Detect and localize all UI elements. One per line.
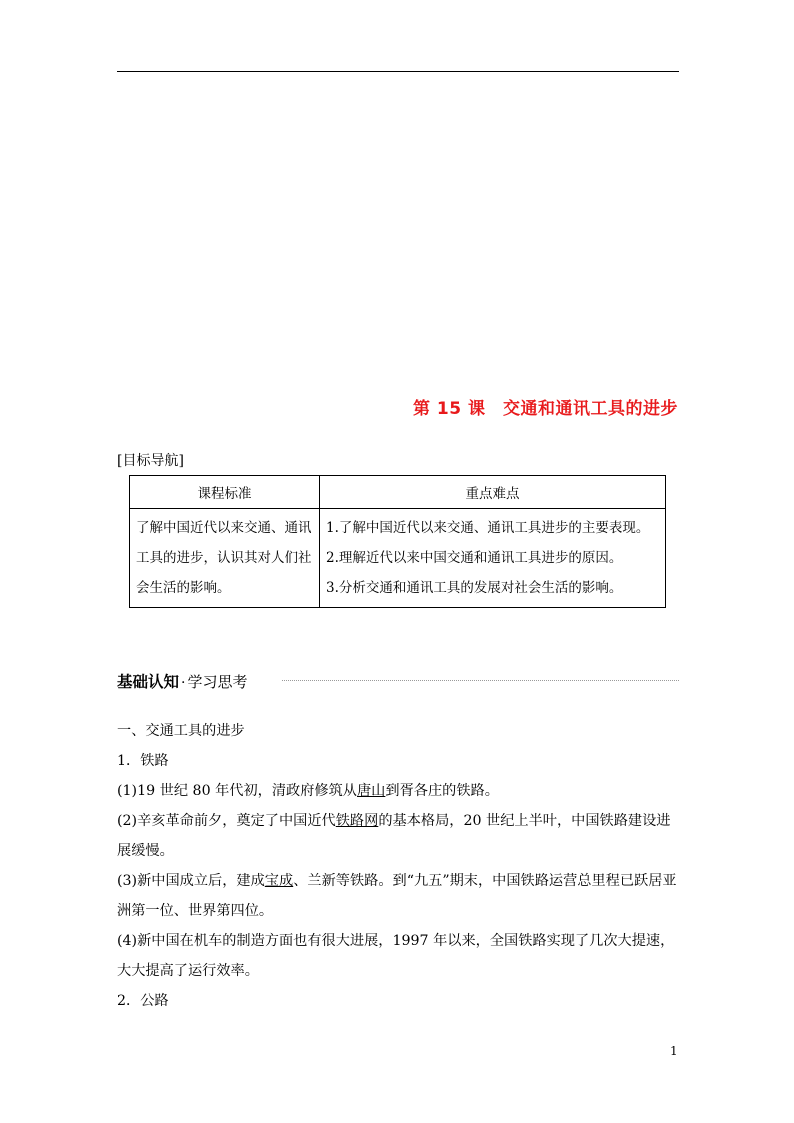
railway-item-3: (3)新中国成立后，建成宝成、兰新等铁路。到“九五”期末，中国铁路运营总里程已跃居亚洲第一位、世界第四位。 bbox=[117, 873, 677, 919]
section1-title: 一、交通工具的进步 bbox=[117, 723, 245, 739]
railway-item-2: (2)辛亥革命前夕，奠定了中国近代铁路网的基本格局，20 世纪上半叶，中国铁路建设进展缓慢。 bbox=[117, 813, 671, 859]
goals-table bbox=[129, 475, 666, 608]
section-header-normal: 学习思考 bbox=[187, 673, 248, 691]
table-row bbox=[130, 509, 666, 608]
header-curriculum-standard: 课程标准 bbox=[130, 476, 320, 509]
railway-item-4: (4)新中国在机车的制造方面也有很大进展，1997 年以来，全国铁路实现了几次大提速，大大提高了运行效率。 bbox=[117, 933, 675, 979]
section-header bbox=[117, 670, 679, 692]
section-header-dot: · bbox=[181, 675, 186, 691]
target-navigation-label: [目标导航] bbox=[117, 453, 184, 469]
header-key-points: 重点难点 bbox=[320, 476, 666, 509]
railway-title: 1．铁路 bbox=[117, 753, 169, 769]
section-header-dotted-line bbox=[282, 680, 679, 681]
railway-item-1: (1)19 世纪 80 年代初，清政府修筑从唐山到胥各庄的铁路。 bbox=[117, 783, 499, 799]
highway-title: 2．公路 bbox=[117, 993, 169, 1009]
header-rule bbox=[117, 71, 679, 72]
lesson-title: 第 15 课 交通和通讯工具的进步 bbox=[413, 399, 678, 419]
key-point-3: 3.分析交通和通讯工具的发展对社会生活的影响。 bbox=[326, 580, 623, 596]
key-point-2: 2.理解近代以来中国交通和通讯工具进步的原因。 bbox=[326, 550, 623, 566]
curriculum-standard-cell: 了解中国近代以来交通、通讯工具的进步，认识其对人们社会生活的影响。 bbox=[130, 509, 320, 608]
blank-answer-baocheng: 宝成 bbox=[264, 873, 294, 889]
table-header-row bbox=[130, 476, 666, 509]
key-points-cell bbox=[320, 509, 666, 608]
page-number: 1 bbox=[670, 1044, 678, 1058]
body-content bbox=[117, 716, 679, 1016]
section-header-bold: 基础认知 bbox=[117, 673, 180, 691]
key-point-1: 1.了解中国近代以来交通、通讯工具进步的主要表现。 bbox=[326, 520, 650, 536]
blank-answer-railway-network: 铁路网 bbox=[335, 813, 379, 829]
blank-answer-tangshan: 唐山 bbox=[356, 783, 386, 799]
